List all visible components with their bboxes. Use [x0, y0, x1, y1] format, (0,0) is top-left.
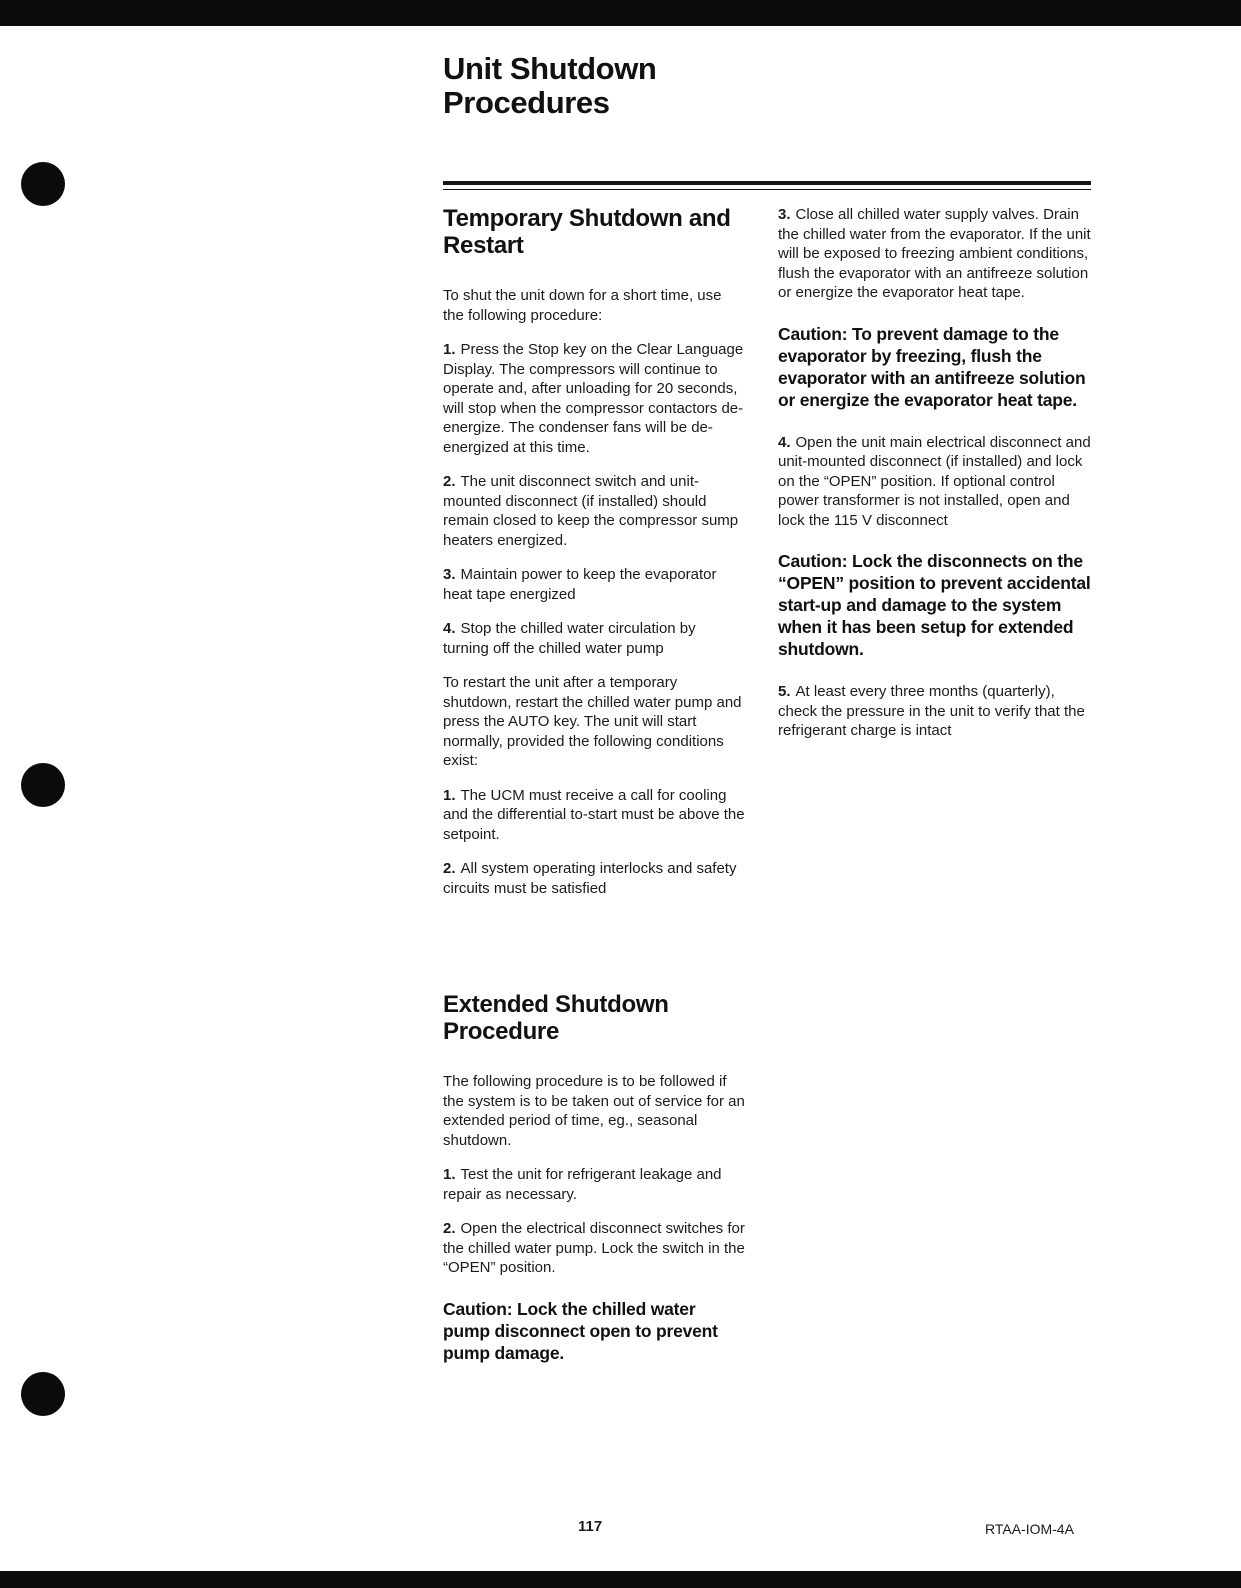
paragraph-text: To shut the unit down for a short time, use the following procedure: — [443, 287, 722, 324]
list-number: 3. — [778, 206, 791, 223]
section-extended-shutdown — [443, 991, 745, 1364]
section-heading: Extended Shutdown Procedure — [443, 991, 669, 1045]
page-number: 117 — [578, 1518, 603, 1535]
paragraph — [443, 1072, 745, 1150]
title-divider-rule — [443, 181, 1091, 190]
caution-note: Caution: Lock the chilled water pump disconnect open to prevent pump damage. — [443, 1298, 718, 1363]
scan-edge-bar-bottom — [0, 1571, 1241, 1588]
paragraph-text: Open the unit main electrical disconnect and unit-mounted disconnect (if installed) and lock on the “OPEN” position. If optional control power transformer is not installed, open and lock the 115 V disconnect — [778, 433, 1091, 529]
list-number: 2. — [443, 473, 456, 490]
list-number: 2. — [443, 1220, 456, 1237]
list-number: 2. — [443, 860, 456, 877]
list-number: 5. — [778, 683, 791, 700]
list-number: 1. — [443, 786, 456, 804]
paragraph-text: Press the Stop key on the Clear Language Display. The compressors will continue to operate and, after unloading for 20 seconds, will stop when the compressor contactors de-energize. The condenser fans will be de-energized at this time. — [443, 341, 744, 456]
list-item — [443, 1165, 745, 1204]
binder-hole-mark-2 — [21, 763, 65, 807]
list-number: 1. — [443, 1166, 456, 1183]
list-item — [443, 859, 745, 898]
paragraph — [443, 286, 745, 325]
paragraph-text: The following procedure is to be followed if the system is to be taken out of service for an extended period of time, eg., seasonal shutdown. — [443, 1073, 745, 1149]
paragraph-text: The UCM must receive a call for cooling and the differential to-start must be above the setpoint. — [443, 786, 745, 843]
scan-edge-bar-top — [0, 0, 1241, 26]
left-column — [443, 205, 745, 1386]
paragraph-text: All system operating interlocks and safety circuits must be satisfied — [443, 860, 737, 897]
page-title: Unit Shutdown Procedures — [443, 51, 657, 120]
list-item — [443, 786, 745, 845]
paragraph-text: Test the unit for refrigerant leakage and repair as necessary. — [443, 1166, 722, 1203]
paragraph-text: Open the electrical disconnect switches for the chilled water pump. Lock the switch in the “OPEN” position. — [443, 1220, 745, 1276]
caution-note: Caution: To prevent damage to the evaporator by freezing, flush the evaporator with an antifreeze solution or energize the evaporator heat tape. — [778, 323, 1086, 410]
paragraph-text: Maintain power to keep the evaporator heat tape energized — [443, 566, 717, 603]
right-column — [778, 205, 1096, 756]
list-number: 3. — [443, 566, 456, 583]
list-number: 4. — [443, 620, 456, 637]
binder-hole-mark-3 — [21, 1372, 65, 1416]
paragraph-text: At least every three months (quarterly), check the pressure in the unit to verify that the refrigerant charge is intact — [778, 683, 1085, 739]
list-item — [443, 565, 745, 604]
list-item — [443, 472, 745, 550]
list-item — [443, 619, 745, 658]
list-item — [443, 1219, 745, 1278]
binder-hole-mark-1 — [21, 162, 65, 206]
list-item — [443, 340, 745, 457]
section-heading: Temporary Shutdown and Restart — [443, 205, 731, 259]
list-number: 4. — [778, 433, 791, 451]
caution-note: Caution: Lock the disconnects on the “OPEN” position to prevent accidental start-up and damage to the system when it has been setup for extended shutdown. — [778, 551, 1091, 659]
paragraph-text: To restart the unit after a temporary shutdown, restart the chilled water pump and press the AUTO key. The unit will start normally, provided the following conditions exist: — [443, 674, 742, 769]
paragraph-text: Stop the chilled water circulation by turning off the chilled water pump — [443, 620, 696, 657]
paragraph-text: Close all chilled water supply valves. Drain the chilled water from the evaporator. If the unit will be exposed to freezing ambient conditions, flush the evaporator with an antifreeze solution or energize the evaporator heat tape. — [778, 206, 1091, 301]
list-item — [778, 433, 1096, 531]
list-item — [778, 682, 1096, 741]
document-code: RTAA-IOM-4A — [985, 1521, 1074, 1537]
list-item — [778, 205, 1096, 303]
paragraph-text: The unit disconnect switch and unit-mounted disconnect (if installed) should remain closed to keep the compressor sump heaters energized. — [443, 473, 739, 549]
section-temporary-shutdown — [443, 205, 745, 898]
paragraph — [443, 673, 745, 771]
list-number: 1. — [443, 341, 456, 358]
